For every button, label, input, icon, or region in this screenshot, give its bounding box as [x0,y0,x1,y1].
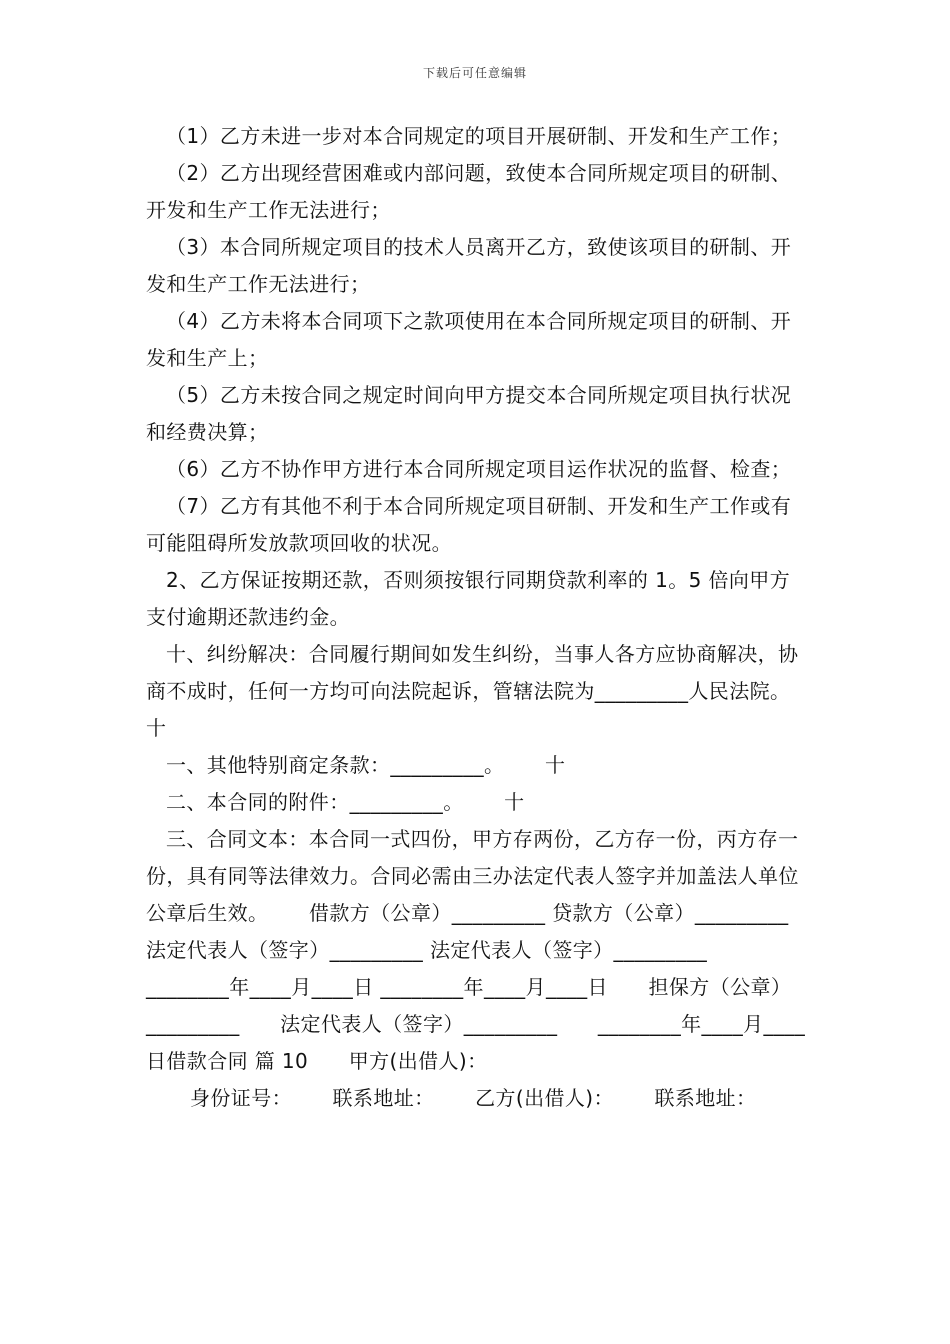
clause-paragraph: （6）乙方不协作甲方进行本合同所规定项目运作状况的监督、检查； [166,457,792,481]
clause-paragraph: 二、本合同的附件：_________。 十 [166,790,525,814]
document-body [146,118,831,1117]
clause-paragraph: 三、合同文本：本合同一式四份，甲方存两份，乙方存一份，丙方存一份，具有同等法律效力。合同必需由三办法定代表人签字并加盖法人单位公章后生效。 借款方（公章）_________ 贷款方（公章）_________ 法定代表人（签字）_________ 法定代表人（签字）_________ ________年____月____日 ________年____月____日 担保方（公章）_________ 法定代表人（签字）_________ ________年____月____日借款合同 篇 10 甲方(出借人)： [146,827,830,1073]
clause-paragraph: （4）乙方未将本合同项下之款项使用在本合同所规定项目的研制、开发和生产上； [146,309,792,370]
clause-paragraph: （1）乙方未进一步对本合同规定的项目开展研制、开发和生产工作； [166,124,792,148]
clause-paragraph: （2）乙方出现经营困难或内部问题，致使本合同所规定项目的研制、开发和生产工作无法进行； [146,161,792,222]
clause-paragraph: 2、乙方保证按期还款，否则须按银行同期贷款利率的 1。5 倍向甲方支付逾期还款违约金。 [146,568,791,629]
clause-paragraph: 一、其他特别商定条款：_________。 十 [166,753,566,777]
contact-info-line: 身份证号： 联系地址： 乙方(出借人)： 联系地址： [190,1086,757,1110]
clause-paragraph: （3）本合同所规定项目的技术人员离开乙方，致使该项目的研制、开发和生产工作无法进行； [146,235,792,296]
page-header: 下载后可任意编辑 [422,66,527,80]
clause-paragraph: （7）乙方有其他不利于本合同所规定项目研制、开发和生产工作或有可能阻碍所发放款项回收的状况。 [146,494,792,555]
clause-paragraph: 十、纠纷解决：合同履行期间如发生纠纷，当事人各方应协商解决，协商不成时，任何一方均可向法院起诉，管辖法院为_________人民法院。 十 [146,642,831,740]
clause-paragraph: （5）乙方未按合同之规定时间向甲方提交本合同所规定项目执行状况和经费决算； [146,383,792,444]
